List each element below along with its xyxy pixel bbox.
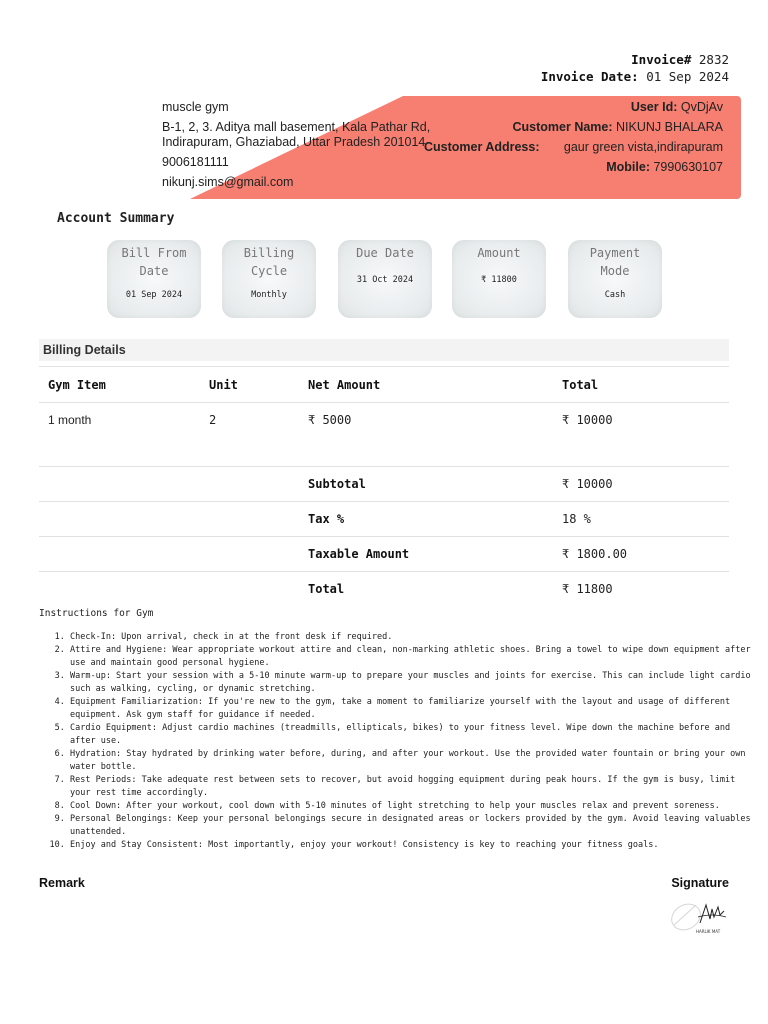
gym-email: nikunj.sims@gmail.com — [162, 175, 294, 189]
customer-user-id — [424, 100, 723, 114]
summary-label: Tax % — [299, 502, 553, 537]
card-payment-mode — [568, 240, 662, 318]
summary-value: ₹ 11800 — [553, 572, 729, 607]
list-item: 5. Cardio Equipment: Adjust cardio machines (treadmills, ellipticals, bikes) to your fitness level. Wipe down the machine before and after use. — [70, 722, 755, 748]
card-due-date — [338, 240, 432, 318]
customer-address-label: Customer Address: — [423, 140, 540, 154]
card-label: Due Date — [356, 246, 414, 260]
customer-name — [424, 120, 723, 134]
billing-table-header — [39, 367, 729, 403]
gym-info — [162, 100, 442, 195]
list-item: 9. Personal Belongings: Keep your personal belongings secure in designated areas or lockers provided by the gym. Avoid leaving valuables unattended. — [70, 813, 755, 839]
card-value: Monthly — [251, 290, 287, 300]
remark-label: Remark — [39, 876, 85, 890]
cell-total: ₹ 10000 — [553, 403, 729, 467]
invoice-date: 01 Sep 2024 — [646, 69, 729, 84]
list-item: 1. Check-In: Upon arrival, check in at the front desk if required. — [70, 631, 755, 644]
account-summary-title: Account Summary — [57, 211, 175, 226]
list-item: 7. Rest Periods: Take adequate rest between sets to recover, but avoid hogging equipment during peak hours. If the gym is busy, limit your rest time accordingly. — [70, 774, 755, 800]
card-label: Billing Cycle — [243, 246, 295, 278]
billing-table — [39, 366, 729, 606]
card-billing-cycle — [222, 240, 316, 318]
card-label: Bill From Date — [121, 246, 187, 278]
summary-value: ₹ 1800.00 — [553, 537, 729, 572]
invoice-date-label: Invoice Date: — [540, 69, 639, 84]
customer-address — [424, 140, 723, 154]
list-item: 10. Enjoy and Stay Consistent: Most importantly, enjoy your workout! Consistency is key to reaching your fitness goals. — [70, 839, 755, 852]
card-label: Payment Mode — [589, 246, 641, 278]
list-item: 6. Hydration: Stay hydrated by drinking water before, during, and after your workout. Use the provided water fountain or bring your own water bottle. — [70, 748, 755, 774]
list-item: 2. Attire and Hygiene: Wear appropriate workout attire and clean, non-marking athletic shoes. Bring a towel to wipe down equipment after use and maintain good personal hygiene. — [70, 644, 755, 670]
card-value: 01 Sep 2024 — [125, 290, 183, 300]
col-gym-item: Gym Item — [39, 367, 200, 403]
table-row — [39, 403, 729, 467]
gym-name: muscle gym — [162, 100, 229, 114]
invoice-date-line — [541, 68, 729, 85]
col-unit: Unit — [200, 367, 299, 403]
instructions-list — [39, 631, 755, 852]
card-bill-from-date — [107, 240, 201, 318]
summary-row-taxable — [39, 537, 729, 572]
customer-name-value: NIKUNJ BHALARA — [616, 120, 723, 134]
invoice-number: 2832 — [698, 52, 729, 67]
summary-label: Total — [299, 572, 553, 607]
instructions-title: Instructions for Gym — [39, 608, 154, 619]
card-value: Cash — [604, 290, 626, 300]
gym-phone: 9006181111 — [162, 155, 229, 169]
signature-label: Signature — [671, 876, 729, 890]
card-amount — [452, 240, 546, 318]
cell-net: ₹ 5000 — [299, 403, 553, 467]
invoice-meta — [541, 51, 729, 85]
user-id-label: User Id: — [630, 100, 678, 114]
cell-item: 1 month — [39, 403, 200, 467]
summary-label: Subtotal — [299, 467, 553, 502]
customer-info — [424, 100, 723, 180]
col-total: Total — [553, 367, 729, 403]
mobile-label: Mobile: — [606, 160, 650, 174]
signature-stamp-text: HARLIK MAT — [696, 929, 721, 934]
invoice-number-line — [541, 51, 729, 68]
summary-row-subtotal — [39, 467, 729, 502]
signature-icon — [666, 895, 730, 939]
list-item: 8. Cool Down: After your workout, cool down with 5-10 minutes of light stretching to help your muscles relax and prevent soreness. — [70, 800, 755, 813]
summary-value: ₹ 10000 — [553, 467, 729, 502]
summary-row-total — [39, 572, 729, 607]
col-net-amount: Net Amount — [299, 367, 553, 403]
list-item: 3. Warm-up: Start your session with a 5-10 minute warm-up to prepare your muscles and joints for exercise. This can include light cardio such as walking, cycling, or dynamic stretching. — [70, 670, 755, 696]
customer-address-value: gaur green vista,indirapuram — [563, 140, 723, 154]
customer-mobile — [424, 160, 723, 174]
gym-address: B-1, 2, 3. Aditya mall basement, Kala Pathar Rd, Indirapuram, Ghaziabad, Uttar Pradesh 201014 — [162, 120, 431, 149]
card-label: Amount — [477, 246, 521, 260]
user-id-value: QvDjAv — [680, 100, 723, 114]
customer-name-label: Customer Name: — [512, 120, 613, 134]
card-value: 31 Oct 2024 — [356, 275, 414, 285]
card-value: ₹ 11800 — [481, 275, 517, 285]
cell-unit: 2 — [200, 403, 299, 467]
summary-label: Taxable Amount — [299, 537, 553, 572]
summary-value: 18 % — [553, 502, 729, 537]
summary-row-tax — [39, 502, 729, 537]
invoice-number-label: Invoice# — [631, 52, 692, 67]
list-item: 4. Equipment Familiarization: If you're new to the gym, take a moment to familiarize yourself with the layout and usage of different equipment. Ask gym staff for guidance if needed. — [70, 696, 755, 722]
billing-details-title: Billing Details — [39, 339, 729, 361]
mobile-value: 7990630107 — [653, 160, 723, 174]
